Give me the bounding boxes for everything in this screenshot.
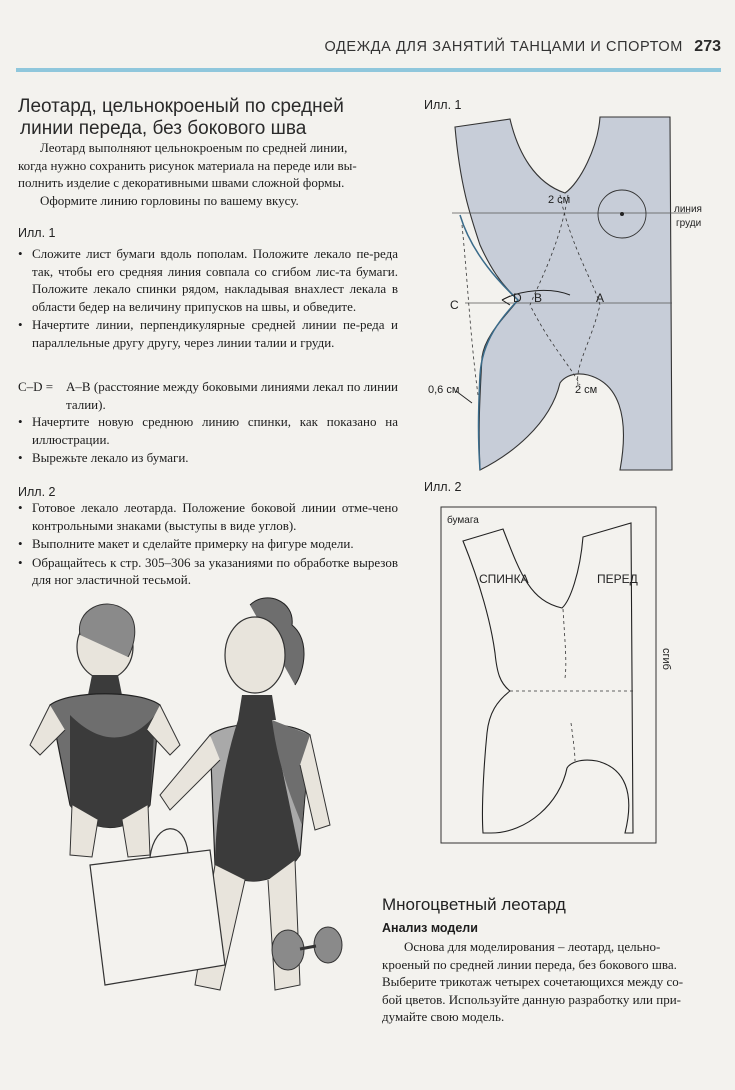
ill1-bullet-list-2 bbox=[18, 413, 398, 468]
fold-label: сгиб bbox=[660, 648, 672, 670]
back-label: СПИНКА bbox=[479, 572, 529, 586]
list-item: • Обращайтесь к стр. 305–306 за указаниями по обработке вырезов для ног эластичной тесьмой. bbox=[18, 554, 398, 589]
measure-side-label: 0,6 см bbox=[428, 384, 460, 396]
intro-line: когда нужно сохранить рисунок материала на переде или вы- bbox=[18, 157, 357, 173]
model-section-title: Многоцветный леотард bbox=[382, 895, 566, 914]
list-item: • Выполните макет и сделайте примерку на фигуре модели. bbox=[18, 535, 398, 553]
fashion-illustration bbox=[10, 595, 380, 1085]
section-title-line1: Леотард, цельнокроеный по средней bbox=[18, 96, 344, 117]
model-line: кроеный по средней линии переда, без бокового шва. bbox=[382, 956, 677, 972]
page-number: 273 bbox=[694, 38, 721, 55]
intro-line: Оформите линию горловины по вашему вкусу. bbox=[40, 192, 299, 208]
formula-cd-ab bbox=[18, 378, 398, 414]
model-line: Основа для моделирования – леотард, цельно- bbox=[404, 939, 661, 954]
list-item: • Вырежьте лекало из бумаги. bbox=[18, 449, 398, 467]
intro-line: полнить изделие с декоративными швами сложной формы. bbox=[18, 175, 345, 190]
bust-label-line1: линия bbox=[674, 204, 702, 215]
bust-label-line2: груди bbox=[676, 218, 702, 229]
list-item: • Начертите линии, перпендикулярные средней линии пе-реда и параллельные другу другу, через линии талии и груди. bbox=[18, 316, 398, 351]
figure2-label: Илл. 2 bbox=[424, 480, 462, 494]
list-item: • Сложите лист бумаги вдоль пополам. Положите лекало пе-реда так, чтобы его средняя линия совпала со сгибом лис-та бумаги. Положите лекало спинки рядом, накладывая внахлест лекала в области бедер на величину припусков на швы, и обведите. bbox=[18, 245, 398, 315]
point-b-label: B bbox=[534, 291, 543, 305]
figure1-label: Илл. 1 bbox=[424, 98, 462, 112]
ill2-text-label: Илл. 2 bbox=[18, 485, 56, 499]
model-paragraph bbox=[382, 938, 696, 1026]
figure1-pattern-diagram bbox=[410, 95, 720, 480]
ill1-text-label: Илл. 1 bbox=[18, 226, 56, 240]
measure-bottom-label: 2 см bbox=[575, 384, 598, 396]
section-title-line2: линии переда, без бокового шва bbox=[20, 118, 307, 139]
ill1-bullet-list bbox=[18, 245, 398, 352]
list-item: • Готовое лекало леотарда. Положение боковой линии отме-чено контрольными знаками (выступы в виде углов). bbox=[18, 499, 398, 534]
paper-outline bbox=[441, 507, 656, 843]
list-item: • Начертите новую среднюю линию спинки, как показано на иллюстрации. bbox=[18, 413, 398, 448]
formula-lhs: C–D = bbox=[18, 379, 54, 394]
ill2-bullet-list bbox=[18, 499, 398, 590]
page-header bbox=[0, 30, 735, 66]
point-d-label: D bbox=[513, 291, 522, 305]
front-label: ПЕРЕД bbox=[597, 572, 638, 586]
formula-rhs: A–B (расстояние между боковыми линиями лекал по линии талии). bbox=[66, 379, 398, 412]
finished-pattern-outline bbox=[463, 523, 633, 833]
running-header-title: ОДЕЖДА ДЛЯ ЗАНЯТИЙ ТАНЦАМИ И СПОРТОМ bbox=[324, 39, 683, 55]
model-line: Выберите трикотаж четырех сочетающихся между со- bbox=[382, 974, 684, 989]
paper-label: бумага bbox=[447, 515, 479, 526]
model-line: думайте свою модель. bbox=[382, 1009, 505, 1024]
measure-top-label: 2 см bbox=[548, 194, 571, 206]
point-a-label: A bbox=[596, 291, 605, 305]
back-view-figure bbox=[30, 604, 180, 857]
model-section-subtitle: Анализ модели bbox=[382, 921, 478, 935]
figure2-pattern-diagram bbox=[435, 503, 672, 848]
point-c-label: C bbox=[450, 298, 459, 312]
model-line: бой цветов. Используйте данную разработку или при- bbox=[382, 991, 681, 1007]
section-title bbox=[18, 96, 398, 140]
pattern-shape bbox=[455, 117, 672, 470]
header-rule bbox=[16, 68, 721, 72]
intro-line: Леотард выполняют цельнокроеным по средней линии, bbox=[40, 140, 348, 155]
intro-paragraph bbox=[18, 139, 396, 209]
